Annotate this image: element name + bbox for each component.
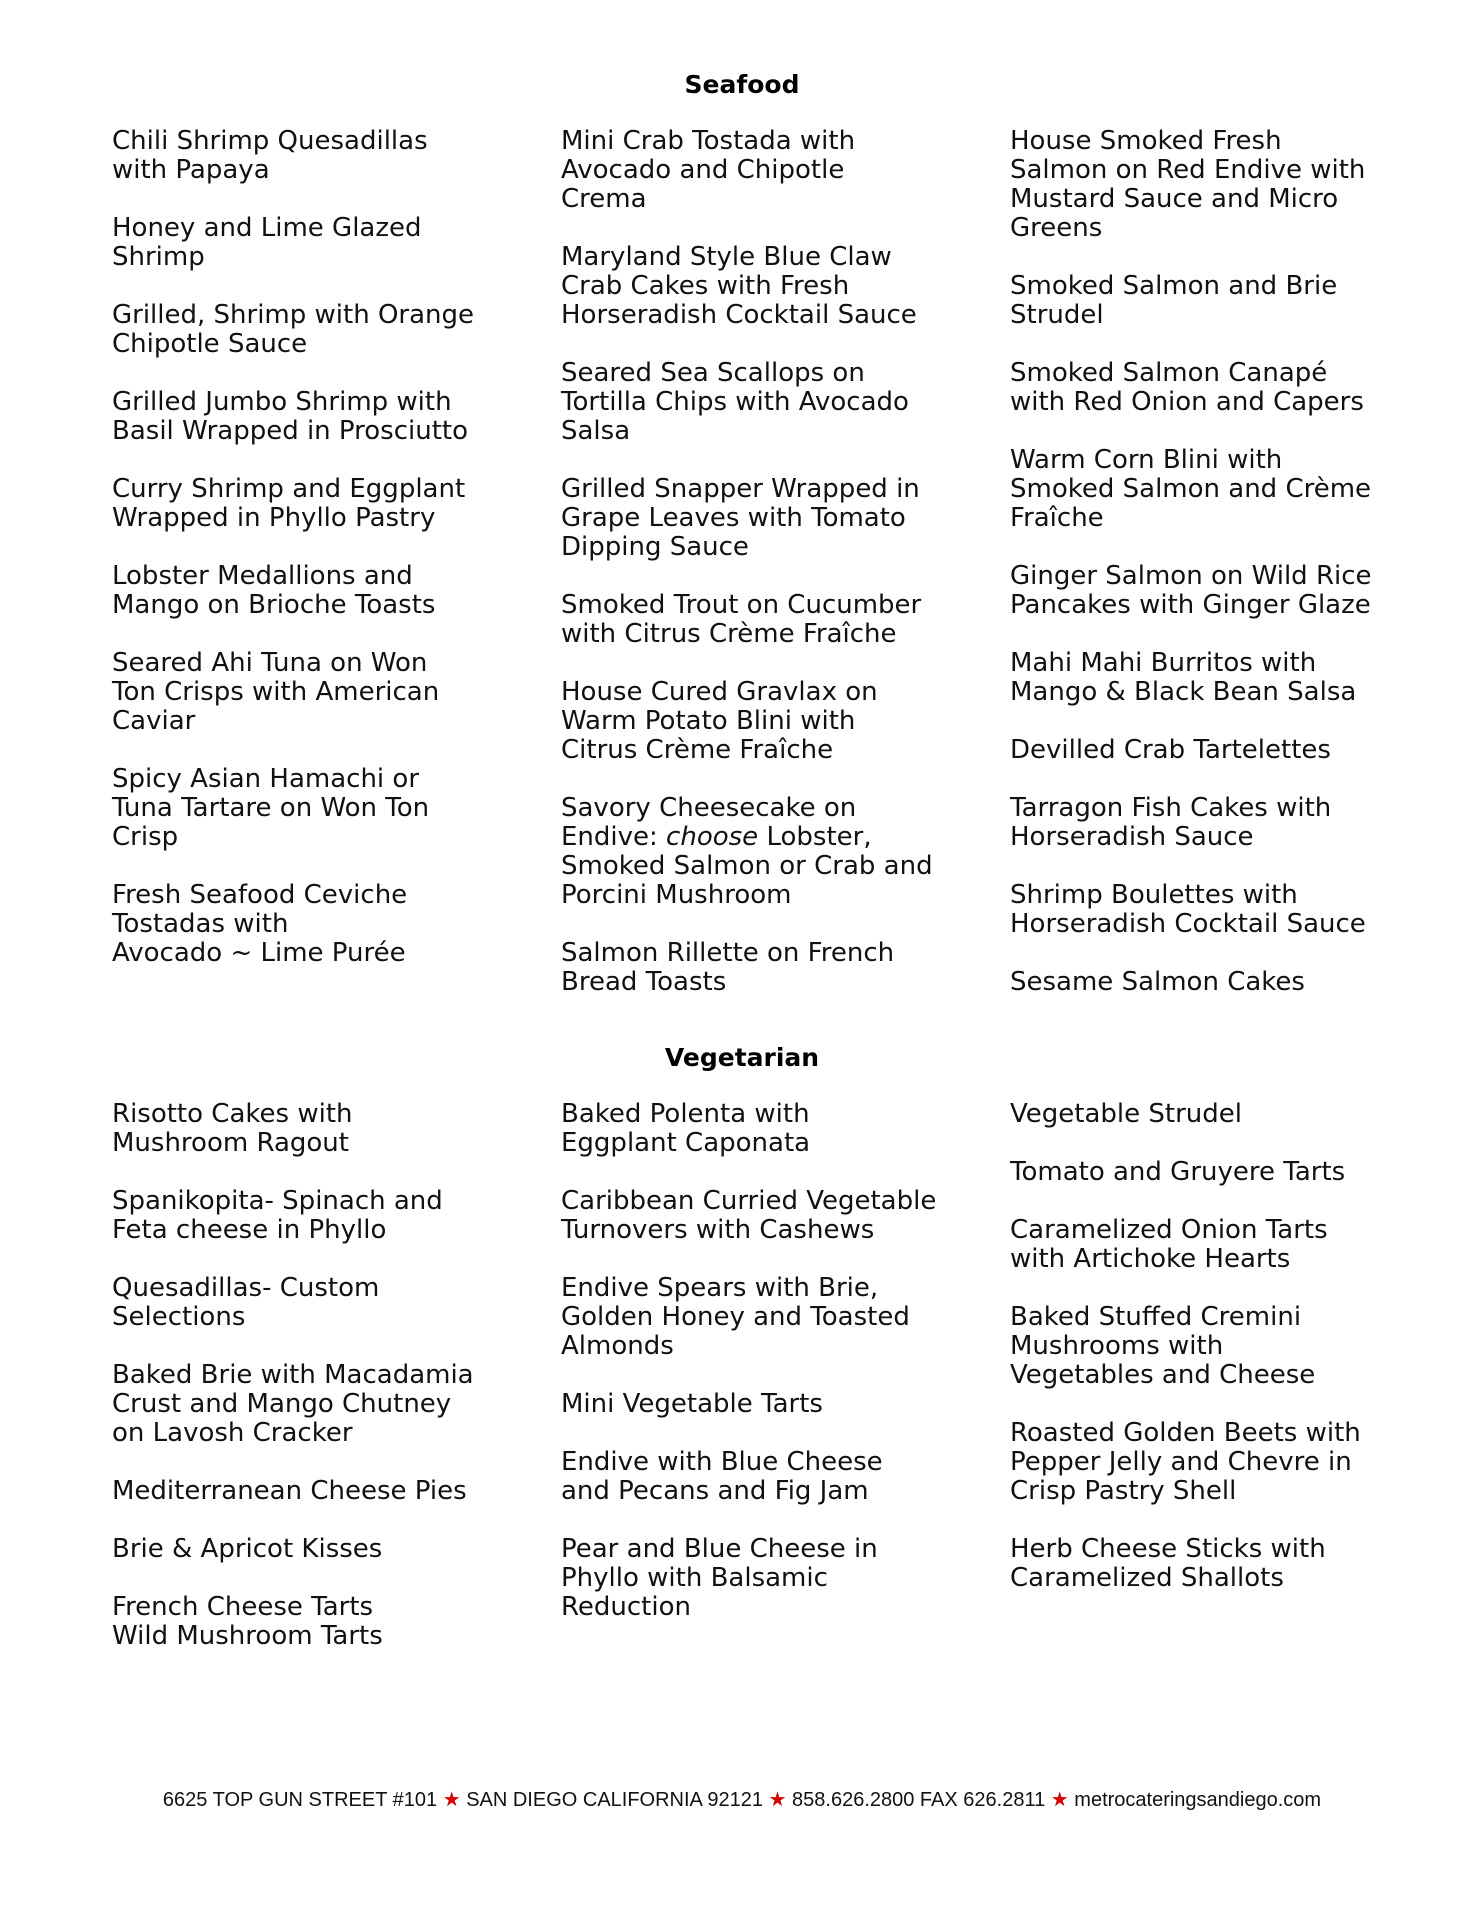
- footer-city: SAN DIEGO CALIFORNIA 92121: [466, 1789, 763, 1811]
- menu-item-line: Spicy Asian Hamachi or: [112, 764, 420, 794]
- menu-item: [561, 1187, 961, 1245]
- menu-item-line: Mini Crab Tostada with: [561, 126, 856, 156]
- menu-item: [1010, 1216, 1410, 1274]
- menu-item-line: House Cured Gravlax on: [561, 677, 878, 707]
- menu-item-line: Tuna Tartare on Won Ton: [112, 793, 430, 823]
- menu-item-line: Risotto Cakes with: [112, 1099, 353, 1129]
- menu-item-line: Grilled Snapper Wrapped in: [561, 474, 920, 504]
- menu-item: [112, 1593, 512, 1651]
- menu-item-line: Selections: [112, 1302, 246, 1332]
- menu-item-line: House Smoked Fresh: [1010, 126, 1282, 156]
- menu-item: [1010, 1303, 1410, 1390]
- menu-item-line: Crisp Pastry Shell: [1010, 1476, 1237, 1506]
- menu-item-line: Golden Honey and Toasted: [561, 1302, 910, 1332]
- menu-item: [561, 591, 961, 649]
- menu-item: [1010, 562, 1410, 620]
- menu-item: [1010, 1158, 1410, 1187]
- menu-item-line: Grilled Jumbo Shrimp with: [112, 387, 452, 417]
- menu-item: [112, 1100, 512, 1158]
- menu-item-line: Mini Vegetable Tarts: [561, 1389, 823, 1419]
- menu-item-line: Basil Wrapped in Prosciutto: [112, 416, 469, 446]
- menu-item-line: Crab Cakes with Fresh: [561, 271, 850, 301]
- menu-item-line: Grape Leaves with Tomato: [561, 503, 906, 533]
- menu-item: [112, 475, 512, 533]
- menu-item-line: Dipping Sauce: [561, 532, 749, 562]
- menu-item-emphasis: choose: [666, 822, 759, 852]
- menu-item: [1010, 1535, 1410, 1593]
- menu-item-text: Endive:: [561, 822, 667, 852]
- menu-item: [561, 243, 961, 330]
- menu-item: [561, 1535, 961, 1622]
- menu-item-line: Crisp: [112, 822, 179, 852]
- menu-item-line: Lobster Medallions and: [112, 561, 413, 591]
- menu-item-line: Fresh Seafood Ceviche: [112, 880, 408, 910]
- menu-item: [112, 214, 512, 272]
- menu-item-line: Shrimp: [112, 242, 205, 272]
- menu-item-line: Caribbean Curried Vegetable: [561, 1186, 937, 1216]
- menu-item-line: Endive with Blue Cheese: [561, 1447, 883, 1477]
- menu-item-line: Porcini Mushroom: [561, 880, 792, 910]
- menu-item-line: Brie & Apricot Kisses: [112, 1534, 383, 1564]
- star-icon: ★: [768, 1789, 787, 1811]
- menu-item: [561, 127, 961, 214]
- menu-item-line: Reduction: [561, 1592, 691, 1622]
- menu-item-line: Mango & Black Bean Salsa: [1010, 677, 1357, 707]
- menu-item-line: Salmon Rillette on French: [561, 938, 895, 968]
- menu-item-line: with Red Onion and Capers: [1010, 387, 1364, 417]
- menu-item: [1010, 1419, 1410, 1506]
- menu-item: [1010, 649, 1410, 707]
- vegetarian-column-1: [112, 1100, 512, 1680]
- menu-item-line: Grilled, Shrimp with Orange: [112, 300, 475, 330]
- menu-item-line: Seared Sea Scallops on: [561, 358, 865, 388]
- menu-item: [112, 765, 512, 852]
- menu-item-line: Mushroom Ragout: [112, 1128, 349, 1158]
- menu-item: [112, 881, 512, 968]
- footer-contact: [0, 1787, 1484, 1812]
- menu-item: [561, 475, 961, 562]
- menu-item-line: Wrapped in Phyllo Pastry: [112, 503, 436, 533]
- menu-item: [1010, 127, 1410, 243]
- menu-item-line: Avocado and Chipotle: [561, 155, 845, 185]
- menu-item-line: Caramelized Onion Tarts: [1010, 1215, 1328, 1245]
- menu-item-line: Strudel: [1010, 300, 1104, 330]
- menu-item-line: Crema: [561, 184, 647, 214]
- menu-item-line: Wild Mushroom Tarts: [112, 1621, 383, 1651]
- menu-item: [561, 1274, 961, 1361]
- menu-item: [561, 1448, 961, 1506]
- footer-website: metrocateringsandiego.com: [1074, 1789, 1322, 1811]
- menu-item-line: Sesame Salmon Cakes: [1010, 967, 1305, 997]
- menu-item: [1010, 272, 1410, 330]
- menu-item-line: Devilled Crab Tartelettes: [1010, 735, 1331, 765]
- menu-item-line: Vegetables and Cheese: [1010, 1360, 1316, 1390]
- menu-item-line: Tostadas with: [112, 909, 289, 939]
- menu-item: [561, 359, 961, 446]
- menu-item-line: on Lavosh Cracker: [112, 1418, 353, 1448]
- menu-item-line: with Artichoke Hearts: [1010, 1244, 1291, 1274]
- menu-item-line: Smoked Salmon and Brie: [1010, 271, 1338, 301]
- menu-item-line: Quesadillas- Custom: [112, 1273, 380, 1303]
- menu-item-line: Citrus Crème Fraîche: [561, 735, 834, 765]
- menu-item: [112, 1535, 512, 1564]
- menu-item-line: Pear and Blue Cheese in: [561, 1534, 878, 1564]
- menu-item-line: Crust and Mango Chutney: [112, 1389, 452, 1419]
- menu-item: [561, 939, 961, 997]
- menu-item: [112, 1187, 512, 1245]
- menu-item-line: Mahi Mahi Burritos with: [1010, 648, 1317, 678]
- seafood-column-1: [112, 127, 512, 997]
- menu-item: [561, 678, 961, 765]
- vegetarian-column-2: [561, 1100, 961, 1651]
- menu-item: [112, 562, 512, 620]
- menu-item-line: Maryland Style Blue Claw: [561, 242, 892, 272]
- menu-item: [561, 1100, 961, 1158]
- menu-item-line: Warm Corn Blini with: [1010, 445, 1283, 475]
- menu-item-line: Smoked Trout on Cucumber: [561, 590, 922, 620]
- menu-item-line: Honey and Lime Glazed: [112, 213, 422, 243]
- menu-item: [1010, 446, 1410, 533]
- menu-item: [1010, 359, 1410, 417]
- menu-item-line: Eggplant Caponata: [561, 1128, 811, 1158]
- menu-item-line: Ton Crisps with American: [112, 677, 440, 707]
- menu-item-line: Shrimp Boulettes with: [1010, 880, 1298, 910]
- menu-item: [112, 127, 512, 185]
- menu-item-line: Endive Spears with Brie,: [561, 1273, 879, 1303]
- menu-item-line: Salsa: [561, 416, 631, 446]
- menu-item-line: Bread Toasts: [561, 967, 727, 997]
- menu-item: [1010, 1100, 1410, 1129]
- footer-phone: 858.626.2800 FAX 626.2811: [792, 1789, 1046, 1811]
- star-icon: ★: [1050, 1789, 1069, 1811]
- seafood-column-3: [1010, 127, 1410, 1026]
- menu-item-line: Tortilla Chips with Avocado: [561, 387, 909, 417]
- menu-item-line: Baked Stuffed Cremini: [1010, 1302, 1302, 1332]
- menu-item-line: Fraîche: [1010, 503, 1104, 533]
- menu-item-line: Warm Potato Blini with: [561, 706, 856, 736]
- menu-item: [1010, 968, 1410, 997]
- menu-item-line: Caramelized Shallots: [1010, 1563, 1284, 1593]
- menu-item-line: Ginger Salmon on Wild Rice: [1010, 561, 1372, 591]
- menu-item: [1010, 736, 1410, 765]
- menu-item-line: Pancakes with Ginger Glaze: [1010, 590, 1371, 620]
- menu-item: [112, 1274, 512, 1332]
- menu-item-line: and Pecans and Fig Jam: [561, 1476, 869, 1506]
- menu-item-line: Smoked Salmon or Crab and: [561, 851, 933, 881]
- menu-item: [561, 1390, 961, 1419]
- menu-item-line: Chili Shrimp Quesadillas: [112, 126, 428, 156]
- seafood-column-2: [561, 127, 961, 1026]
- menu-item-line: Tarragon Fish Cakes with: [1010, 793, 1332, 823]
- menu-item-line: with Citrus Crème Fraîche: [561, 619, 897, 649]
- star-icon: ★: [442, 1789, 461, 1811]
- menu-item: [112, 649, 512, 736]
- menu-item: [1010, 881, 1410, 939]
- menu-item-line: Herb Cheese Sticks with: [1010, 1534, 1326, 1564]
- menu-item-line: Greens: [1010, 213, 1103, 243]
- menu-item-line: Caviar: [112, 706, 196, 736]
- menu-item-line: Baked Polenta with: [561, 1099, 810, 1129]
- menu-item-line: Mushrooms with: [1010, 1331, 1224, 1361]
- menu-item-line: Spanikopita- Spinach and: [112, 1186, 443, 1216]
- menu-item: [112, 301, 512, 359]
- menu-item-line: Roasted Golden Beets with: [1010, 1418, 1361, 1448]
- menu-item-line: Curry Shrimp and Eggplant: [112, 474, 466, 504]
- menu-item-line: French Cheese Tarts: [112, 1592, 374, 1622]
- menu-item-line: Almonds: [561, 1331, 674, 1361]
- menu-item-line: Chipotle Sauce: [112, 329, 308, 359]
- seafood-heading: Seafood: [684, 70, 800, 99]
- menu-item-line: Mediterranean Cheese Pies: [112, 1476, 467, 1506]
- menu-item-line: Savory Cheesecake on: [561, 793, 857, 823]
- menu-item-line: Horseradish Sauce: [1010, 822, 1254, 852]
- menu-item-line: Pepper Jelly and Chevre in: [1010, 1447, 1352, 1477]
- vegetarian-column-3: [1010, 1100, 1410, 1622]
- menu-item: [1010, 794, 1410, 852]
- menu-item: [112, 1361, 512, 1448]
- menu-item-line: Horseradish Cocktail Sauce: [1010, 909, 1366, 939]
- menu-item-line: Vegetable Strudel: [1010, 1099, 1242, 1129]
- menu-item: [561, 794, 961, 910]
- footer-address: 6625 TOP GUN STREET #101: [162, 1789, 438, 1811]
- vegetarian-heading: Vegetarian: [664, 1043, 820, 1072]
- menu-item-line: Turnovers with Cashews: [561, 1215, 875, 1245]
- menu-item-line: Tomato and Gruyere Tarts: [1010, 1157, 1346, 1187]
- menu-item-line: Mustard Sauce and Micro: [1010, 184, 1339, 214]
- menu-item: [112, 388, 512, 446]
- menu-item-line: Smoked Salmon Canapé: [1010, 358, 1328, 388]
- menu-item-line: Seared Ahi Tuna on Won: [112, 648, 428, 678]
- menu-item-line: Feta cheese in Phyllo: [112, 1215, 387, 1245]
- menu-item-text: Lobster,: [758, 822, 872, 852]
- menu-item-line: with Papaya: [112, 155, 270, 185]
- menu-item-line: Avocado ~ Lime Purée: [112, 938, 406, 968]
- menu-item-line: Baked Brie with Macadamia: [112, 1360, 474, 1390]
- menu-item: [112, 1477, 512, 1506]
- menu-item-line: [561, 823, 961, 852]
- menu-item-line: Salmon on Red Endive with: [1010, 155, 1366, 185]
- menu-item-line: Smoked Salmon and Crème: [1010, 474, 1372, 504]
- menu-item-line: Horseradish Cocktail Sauce: [561, 300, 917, 330]
- menu-item-line: Phyllo with Balsamic: [561, 1563, 828, 1593]
- menu-item-line: Mango on Brioche Toasts: [112, 590, 436, 620]
